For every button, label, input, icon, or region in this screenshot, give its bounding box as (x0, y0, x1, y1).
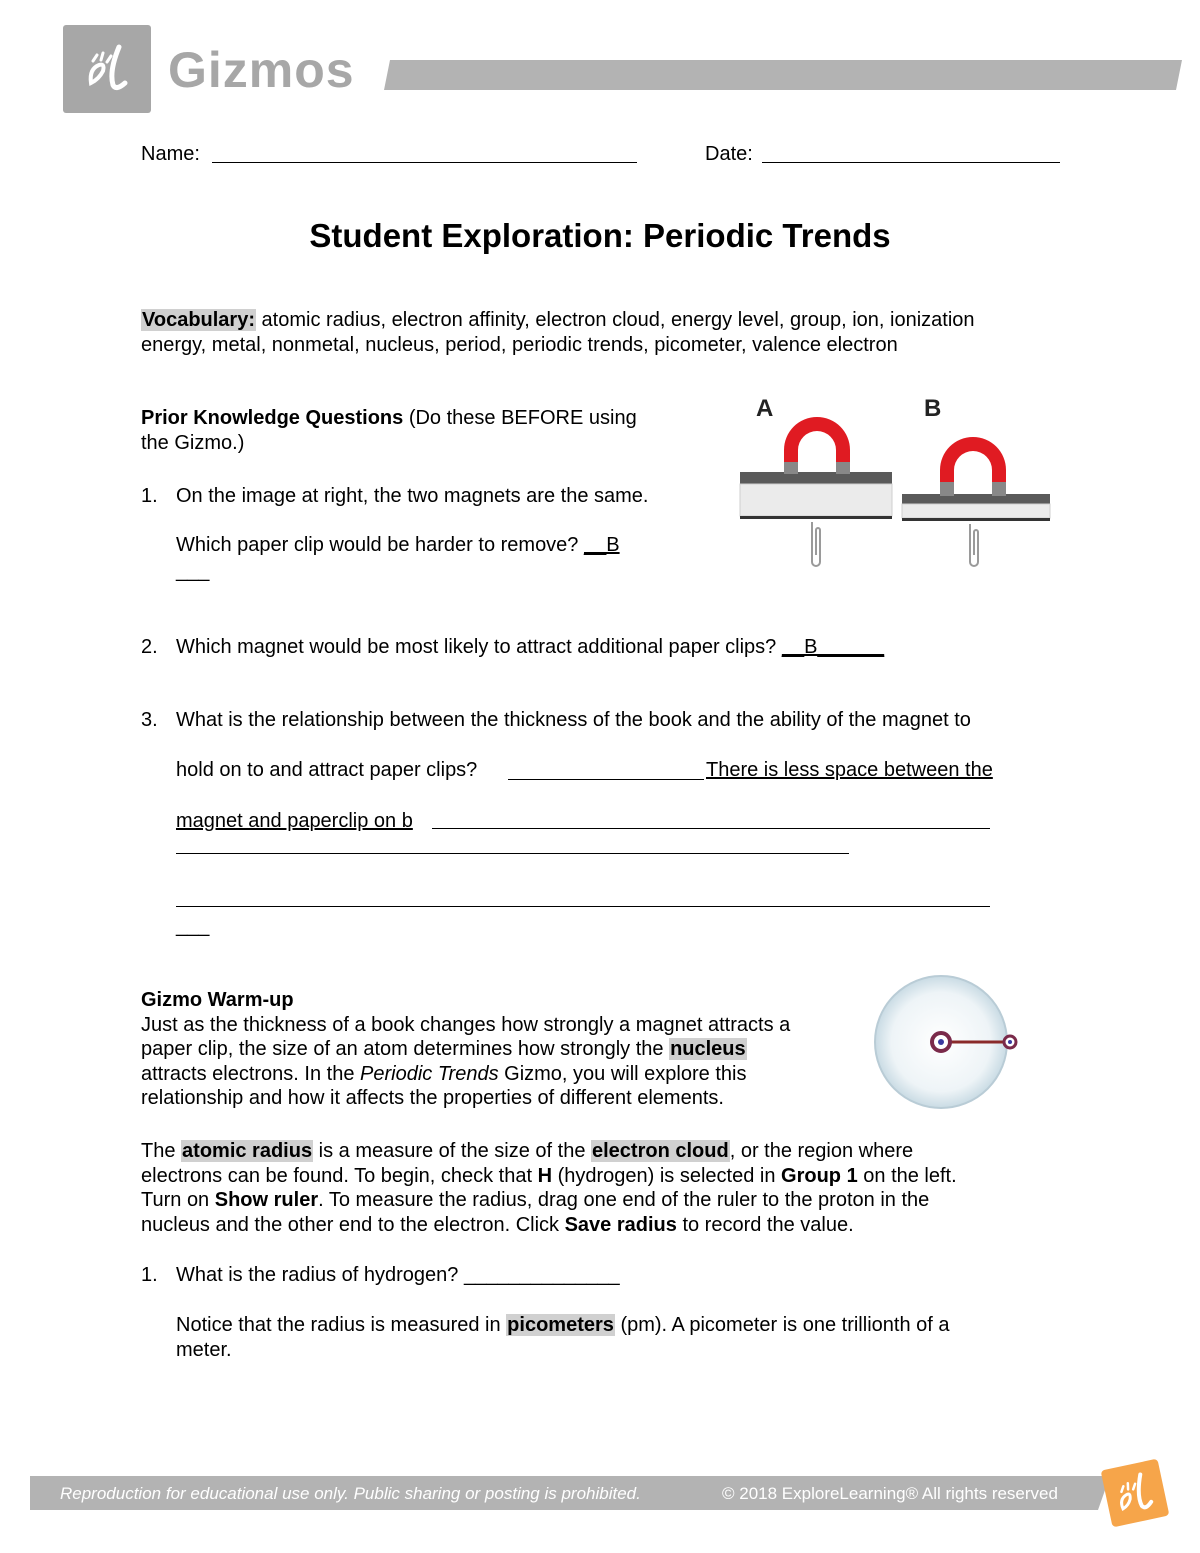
answer-line[interactable] (432, 828, 990, 829)
note-a: Notice that the radius is measured in (176, 1314, 507, 1336)
warmup-paragraph-1 (141, 988, 861, 1111)
question-2 (176, 635, 884, 660)
gizmo-name: Periodic Trends (360, 1062, 499, 1085)
book-b-pages (902, 504, 1050, 518)
warmup-heading: Gizmo Warm-up (141, 989, 294, 1011)
question-number: 1. (141, 1264, 158, 1286)
question-3-line2: hold on to and attract paper clips? (176, 759, 478, 781)
explorelearning-logo-icon (63, 25, 151, 113)
answer-underline (508, 779, 704, 780)
term-atomic-radius: atomic radius (182, 1140, 313, 1162)
hydrogen-radius-blank[interactable]: ______________ (463, 1264, 620, 1286)
p2-a: is a measure of the size of the (313, 1140, 591, 1162)
warmup-paragraph-2 (141, 1139, 1041, 1237)
question-1-answer[interactable]: __B (584, 534, 620, 556)
p2-line4b: to record the value. (676, 1213, 854, 1236)
magnet-b-label: B (924, 395, 942, 422)
p2-the: The (141, 1140, 182, 1162)
warmup-line2: paper clip, the size of an atom determines how strongly the (141, 1038, 670, 1060)
name-field[interactable] (212, 162, 637, 163)
header-bar (384, 60, 1182, 90)
footer-disclaimer: Reproduction for educational use only. Public sharing or posting is prohibited. (60, 1484, 641, 1503)
warmup-line1: Just as the thickness of a book changes how strongly a magnet attracts a (141, 1013, 791, 1036)
question-3-answer-2[interactable]: magnet and paperclip on b (176, 810, 413, 832)
book-a-pages (740, 484, 892, 516)
term-electron-cloud: electron cloud (592, 1140, 729, 1162)
question-number: 2. (141, 636, 158, 658)
logo-badge (63, 25, 151, 113)
proton (938, 1039, 944, 1045)
group-1: Group 1 (781, 1164, 858, 1187)
question-1b (176, 533, 620, 558)
term-nucleus: nucleus (670, 1038, 746, 1060)
question-1b-text: Which paper clip would be harder to remove? (176, 534, 584, 556)
p2-line4a: nucleus and the other end to the electron. Click (141, 1213, 565, 1236)
vocabulary-line1: atomic radius, electron affinity, electron cloud, energy level, group, ion, ionization (256, 309, 975, 331)
note-c: meter. (176, 1338, 232, 1361)
magnet-a-pole-left (784, 462, 798, 474)
term-picometers: picometers (507, 1314, 614, 1336)
answer-line[interactable] (176, 906, 990, 907)
p2-line2b: (hydrogen) is selected in (552, 1164, 782, 1187)
question-1-answer-tail[interactable]: ___ (176, 560, 210, 582)
show-ruler: Show ruler (214, 1189, 319, 1211)
page-title: Student Exploration: Periodic Trends (309, 217, 891, 254)
warmup-line3b: Gizmo, you will explore this (498, 1062, 747, 1085)
save-radius: Save radius (564, 1213, 677, 1236)
vocabulary-block (141, 308, 1061, 357)
date-field[interactable] (762, 162, 1060, 163)
paperclip-b (970, 524, 978, 566)
answer-line[interactable] (176, 853, 849, 854)
magnet-b-pole-left (940, 482, 954, 496)
question-2-text: Which magnet would be most likely to attract additional paper clips? (176, 636, 782, 658)
p2-line3b: . To measure the radius, drag one end of the ruler to the proton in the (318, 1189, 930, 1211)
paperclip-a (812, 522, 820, 566)
book-b-cover (902, 494, 1050, 504)
question-number: 1. (141, 485, 158, 507)
book-a-bottom (740, 516, 892, 519)
element-h: H (537, 1164, 553, 1187)
question-number: 3. (141, 709, 158, 731)
prior-knowledge-heading (141, 406, 701, 455)
footer-copyright: © 2018 ExploreLearning® All rights reserved (722, 1484, 1058, 1503)
name-label: Name: (141, 143, 200, 165)
prior-heading-note2: the Gizmo.) (141, 431, 245, 454)
magnet-b-pole-right (992, 482, 1006, 496)
p2-line2c: on the left. (857, 1164, 957, 1187)
magnet-a-pole-right (836, 462, 850, 474)
electron-core (1008, 1040, 1012, 1044)
p2-b: , or the region where (729, 1140, 914, 1162)
warmup-line4: relationship and how it affects the properties of different elements. (141, 1087, 724, 1109)
prior-heading: Prior Knowledge Questions (141, 407, 404, 429)
magnet-a-label: A (756, 395, 774, 422)
atom-figure (872, 972, 1024, 1112)
question-2-answer[interactable]: __B______ (781, 636, 885, 658)
p2-line2a: electrons can be found. To begin, check that (141, 1164, 538, 1187)
warmup-line3a: attracts electrons. In the (141, 1062, 360, 1085)
magnets-figure (736, 390, 1056, 575)
picometer-note (176, 1313, 1036, 1362)
vocabulary-line2: energy, metal, nonmetal, nucleus, period, periodic trends, picometer, valence electron (141, 333, 898, 356)
warmup-question-1-text: What is the radius of hydrogen? (176, 1264, 464, 1286)
date-label: Date: (705, 143, 753, 165)
explorelearning-badge-icon (1098, 1456, 1172, 1530)
p2-line3a: Turn on (141, 1189, 215, 1211)
prior-heading-note: (Do these BEFORE using (403, 407, 637, 429)
vocabulary-label: Vocabulary: (142, 309, 255, 331)
question-1-text: On the image at right, the two magnets are the same. (176, 485, 649, 507)
book-a-cover (740, 472, 892, 484)
question-3-answer-tail[interactable]: ___ (176, 915, 210, 937)
book-b-bottom (902, 518, 1050, 521)
gizmos-brand: Gizmos (168, 42, 355, 98)
note-b: (pm). A picometer is one trillionth of a (614, 1314, 950, 1336)
question-3-line1: What is the relationship between the thickness of the book and the ability of the magnet to (176, 709, 971, 731)
warmup-question-1 (176, 1263, 620, 1288)
question-3-answer-1[interactable]: There is less space between the (706, 759, 993, 781)
